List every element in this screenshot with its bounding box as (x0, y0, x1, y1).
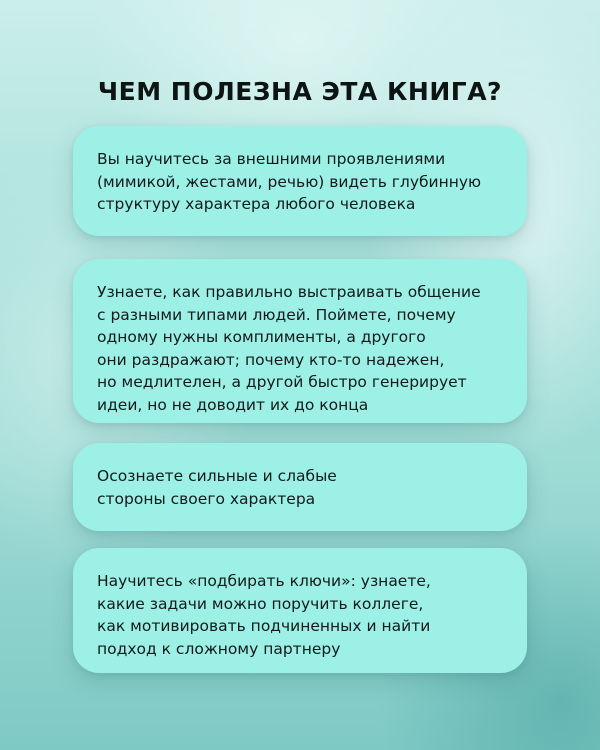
benefit-card-text: Научитесь «подбирать ключи»: узнаете, какие задачи можно поручить коллеге, как мотивировать подчиненных и найти подход к сложному партнеру (97, 572, 431, 658)
benefit-card-4 (73, 548, 527, 673)
benefit-card-1 (73, 126, 527, 236)
benefit-card-text: Осознаете сильные и слабые стороны своего характера (97, 467, 337, 508)
benefit-card-3 (73, 443, 527, 531)
page-title: ЧЕМ ПОЛЕЗНА ЭТА КНИГА? (97, 76, 503, 106)
benefit-card-2 (73, 259, 527, 423)
benefit-card-text: Узнаете, как правильно выстраивать общение с разными типами людей. Поймете, почему одному нужны комплименты, а другого они раздражают; почему кто-то надежен, но медлителен, а другой быстро генерирует идеи, но не доводит их до конца (97, 283, 481, 414)
benefit-card-text: Вы научитесь за внешними проявлениями (мимикой, жестами, речью) видеть глубинную структуру характера любого человека (97, 150, 482, 213)
